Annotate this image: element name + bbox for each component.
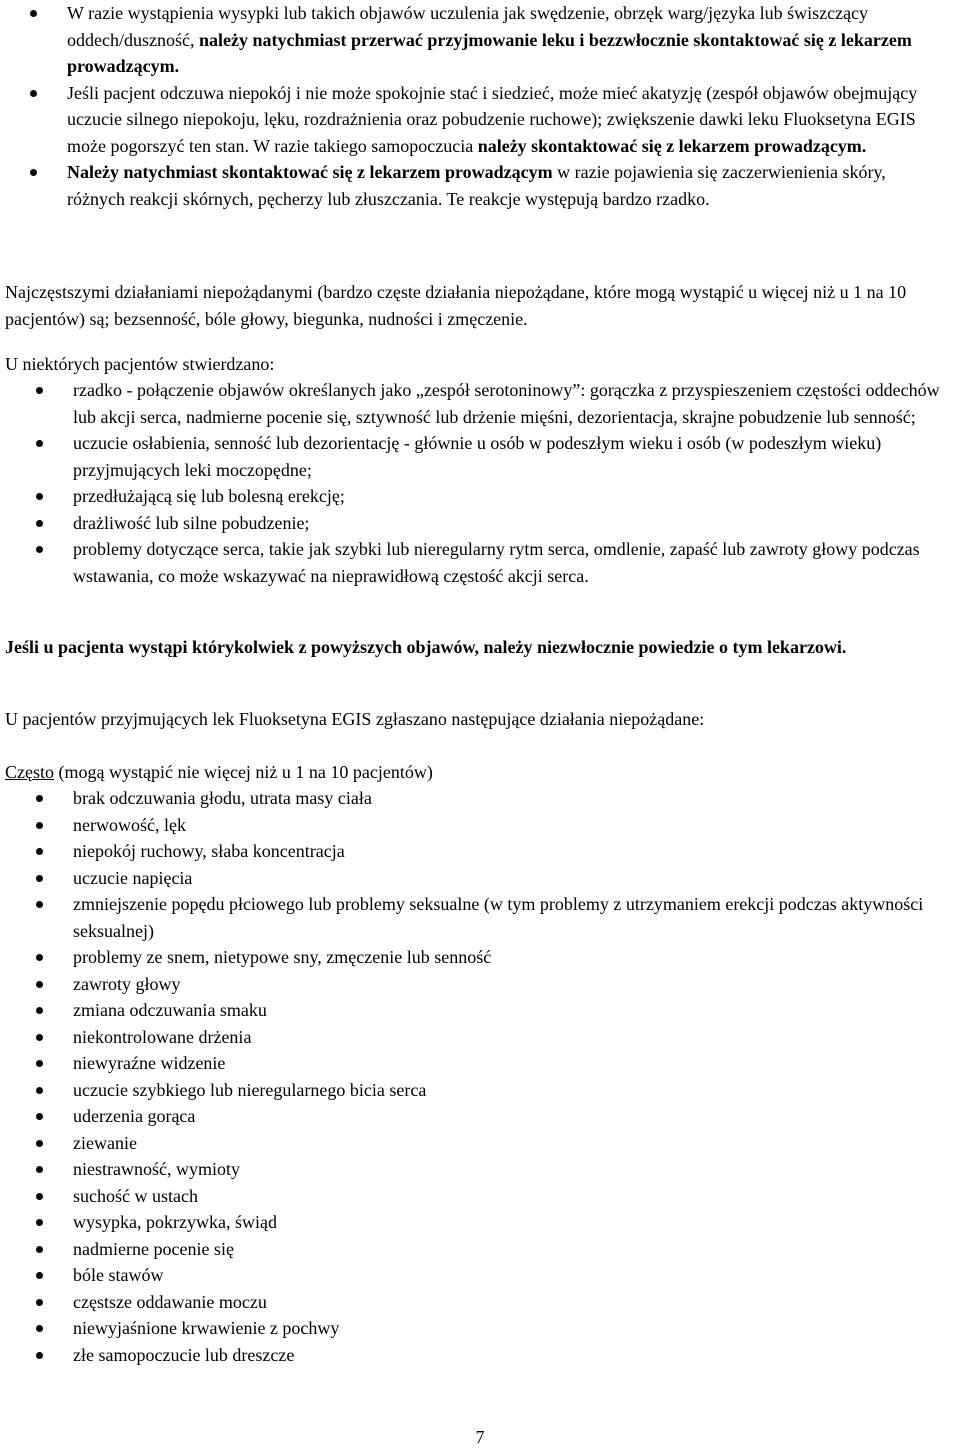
list-item: suchość w ustach (73, 1183, 933, 1210)
frequency-heading (5, 759, 955, 786)
frequency-note: (mogą wystąpić nie więcej niż u 1 na 10 pacjentów) (54, 762, 433, 782)
list-item: przedłużającą się lub bolesną erekcję; (73, 483, 960, 510)
common-effects-list (73, 785, 933, 1368)
list-item: uczucie szybkiego lub nieregularnego bicia serca (73, 1077, 933, 1104)
list-item: zawroty głowy (73, 971, 933, 998)
page-number: 7 (475, 1427, 485, 1447)
list-item: Należy natychmiast skontaktować się z lekarzem prowadzącym w razie pojawienia się zaczerwienienia skóry, różnych reakcji skórnych, pęcherzy lub złuszczania. Te reakcje występują bardzo rzadko. (67, 159, 947, 212)
list-item: niepokój ruchowy, słaba koncentracja (73, 838, 933, 865)
observed-effects-list (73, 377, 960, 589)
list-item: uczucie napięcia (73, 865, 933, 892)
reported-effects-paragraph: U pacjentów przyjmujących lek Fluoksetyna EGIS zgłaszano następujące działania niepożądane: (5, 709, 705, 729)
list-item: nadmierne pocenie się (73, 1236, 933, 1263)
warning-list (67, 0, 947, 212)
list-item: uderzenia gorąca (73, 1103, 933, 1130)
list-item: Jeśli pacjent odczuwa niepokój i nie może spokojnie stać i siedzieć, może mieć akatyzję (zespół objawów obejmujący uczucie silnego niepokoju, lęku, rozdrażnienia oraz pobudzenie ruchowe); zwiększenie dawki leku Fluoksetyna EGIS może pogorszyć ten stan. W razie takiego samopoczucia należy skontaktować się z lekarzem prowadzącym. (67, 80, 947, 160)
list-item: problemy dotyczące serca, takie jak szybki lub nieregularny rytm serca, omdlenie, zapaść lub zawroty głowy podczas wstawania, co może wskazywać na nieprawidłową częstość akcji serca. (73, 536, 960, 589)
some-patients-paragraph: U niektórych pacjentów stwierdzano: (5, 354, 275, 374)
list-item: zmniejszenie popędu płciowego lub problemy seksualne (w tym problemy z utrzymaniem erekcji podczas aktywności seksualnej) (73, 891, 933, 944)
list-item: niekontrolowane drżenia (73, 1024, 933, 1051)
list-item: problemy ze snem, nietypowe sny, zmęczenie lub senność (73, 944, 933, 971)
list-item: W razie wystąpienia wysypki lub takich objawów uczulenia jak swędzenie, obrzęk warg/języka lub świszczący oddech/duszność, należy natychmiast przerwać przyjmowanie leku i bezzwłocznie skontaktować się z lekarzem prowadzącym. (67, 0, 947, 80)
list-item: nerwowość, lęk (73, 812, 933, 839)
list-item: wysypka, pokrzywka, świąd (73, 1209, 933, 1236)
list-item: ziewanie (73, 1130, 933, 1157)
common-effects-paragraph: Najczęstszymi działaniami niepożądanymi (bardzo częste działania niepożądane, które mogą wystąpić u więcej niż u 1 na 10 pacjentów) są; bezsenność, bóle głowy, biegunka, nudności i zmęczenie. (5, 282, 907, 329)
frequency-label: Często (5, 762, 54, 782)
list-item: niewyraźne widzenie (73, 1050, 933, 1077)
list-item: częstsze oddawanie moczu (73, 1289, 933, 1316)
tell-doctor-paragraph: Jeśli u pacjenta wystąpi którykolwiek z powyższych objawów, należy niezwłocznie powiedzie o tym lekarzowi. (5, 637, 847, 657)
list-item: drażliwość lub silne pobudzenie; (73, 510, 960, 537)
list-item: bóle stawów (73, 1262, 933, 1289)
list-item: brak odczuwania głodu, utrata masy ciała (73, 785, 933, 812)
list-item: rzadko - połączenie objawów określanych jako „zespół serotoninowy”: gorączka z przyspieszeniem częstości oddechów lub akcji serca, nadmierne pocenie się, sztywność lub drżenie mięśni, dezorientacja, skrajne pobudzenie lub senność; (73, 377, 960, 430)
list-item: zmiana odczuwania smaku (73, 997, 933, 1024)
list-item: niewyjaśnione krwawienie z pochwy (73, 1315, 933, 1342)
list-item: niestrawność, wymioty (73, 1156, 933, 1183)
list-item: złe samopoczucie lub dreszcze (73, 1342, 933, 1369)
list-item: uczucie osłabienia, senność lub dezorientację - głównie u osób w podeszłym wieku i osób (w podeszłym wieku) przyjmujących leki moczopędne; (73, 430, 960, 483)
